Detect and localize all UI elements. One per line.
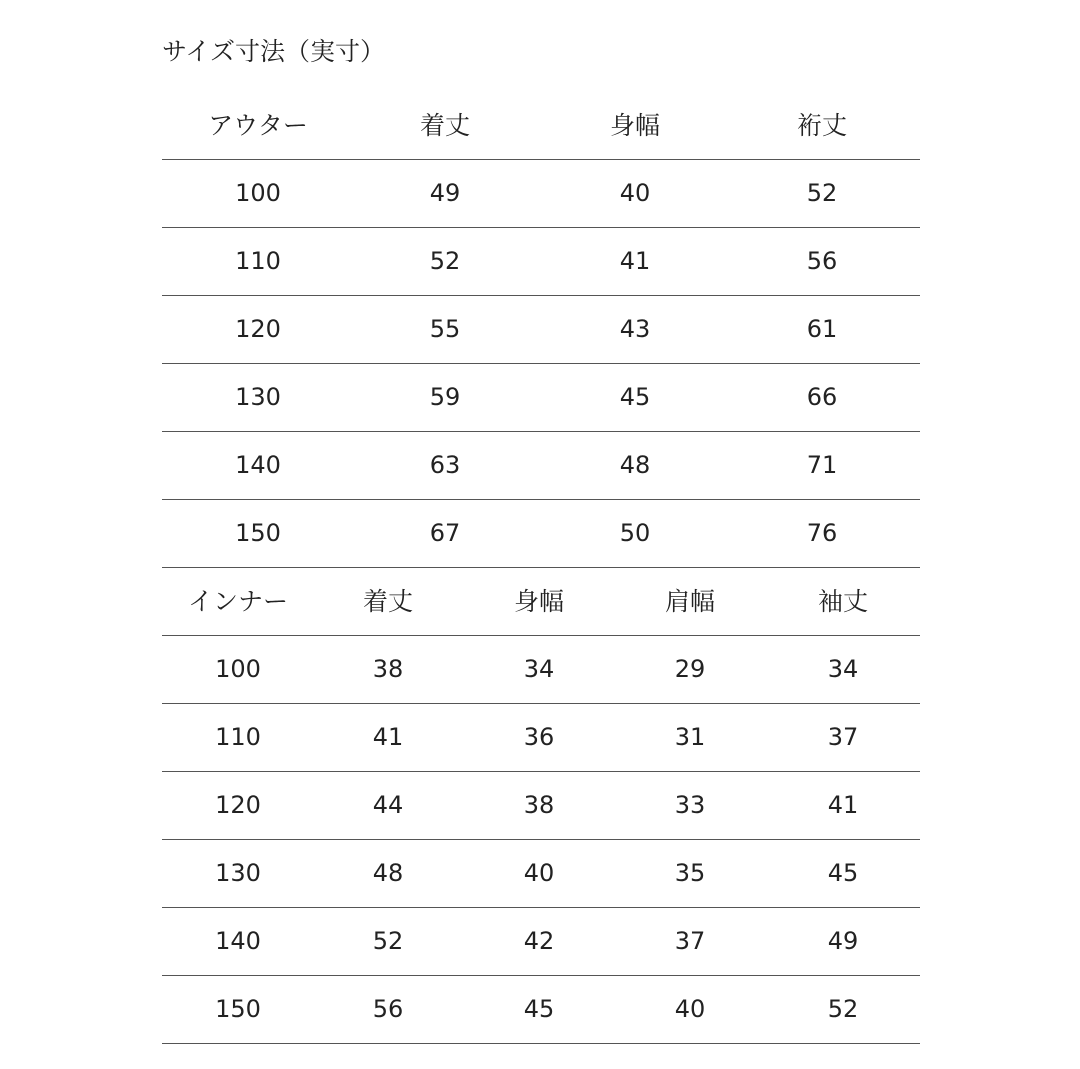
table-cell: 100 bbox=[215, 655, 261, 683]
table-cell: 40 bbox=[619, 179, 651, 207]
header-cell: 肩幅 bbox=[664, 587, 716, 616]
table-cell: 29 bbox=[674, 655, 706, 683]
table-cell: 41 bbox=[619, 247, 651, 275]
table-cell: 37 bbox=[827, 723, 859, 751]
table-row bbox=[162, 636, 920, 704]
table-cell: 150 bbox=[235, 519, 281, 547]
table-cell: 36 bbox=[523, 723, 555, 751]
table-cell: 31 bbox=[674, 723, 706, 751]
table-cell: 130 bbox=[235, 383, 281, 411]
table-cell: 52 bbox=[806, 179, 838, 207]
table-row bbox=[162, 704, 920, 772]
table-cell: 42 bbox=[523, 927, 555, 955]
header-cell: アウター bbox=[208, 111, 308, 140]
table-cell: 48 bbox=[619, 451, 651, 479]
table-cell: 34 bbox=[827, 655, 859, 683]
table-cell: 40 bbox=[523, 859, 555, 887]
table-cell: 45 bbox=[523, 995, 555, 1023]
table-row bbox=[162, 840, 920, 908]
table-cell: 38 bbox=[523, 791, 555, 819]
header-cell: 着丈 bbox=[419, 111, 471, 140]
table-row bbox=[162, 908, 920, 976]
table-cell: 110 bbox=[215, 723, 261, 751]
table-cell: 52 bbox=[429, 247, 461, 275]
table-header-row bbox=[162, 568, 920, 636]
table-row bbox=[162, 160, 920, 228]
header-cell: インナー bbox=[187, 587, 289, 616]
table-cell: 120 bbox=[235, 315, 281, 343]
inner-size-table bbox=[162, 568, 920, 1044]
table-cell: 40 bbox=[674, 995, 706, 1023]
table-cell: 37 bbox=[674, 927, 706, 955]
table-cell: 45 bbox=[827, 859, 859, 887]
table-row bbox=[162, 296, 920, 364]
table-cell: 52 bbox=[372, 927, 404, 955]
page-title: サイズ寸法（実寸） bbox=[162, 37, 386, 66]
table-cell: 59 bbox=[429, 383, 461, 411]
table-cell: 76 bbox=[806, 519, 838, 547]
table-cell: 140 bbox=[235, 451, 281, 479]
table-cell: 67 bbox=[429, 519, 461, 547]
table-cell: 150 bbox=[215, 995, 261, 1023]
table-row bbox=[162, 228, 920, 296]
table-cell: 61 bbox=[806, 315, 838, 343]
table-cell: 71 bbox=[806, 451, 838, 479]
table-row bbox=[162, 500, 920, 568]
table-header-row bbox=[162, 92, 920, 160]
table-cell: 120 bbox=[215, 791, 261, 819]
table-cell: 55 bbox=[429, 315, 461, 343]
header-cell: 袖丈 bbox=[817, 587, 869, 616]
header-cell: 身幅 bbox=[513, 587, 565, 616]
table-cell: 100 bbox=[235, 179, 281, 207]
table-cell: 130 bbox=[215, 859, 261, 887]
table-row bbox=[162, 772, 920, 840]
table-cell: 41 bbox=[827, 791, 859, 819]
table-row bbox=[162, 976, 920, 1044]
table-cell: 34 bbox=[523, 655, 555, 683]
table-cell: 56 bbox=[806, 247, 838, 275]
table-cell: 45 bbox=[619, 383, 651, 411]
header-cell: 着丈 bbox=[362, 587, 414, 616]
table-cell: 110 bbox=[235, 247, 281, 275]
table-cell: 140 bbox=[215, 927, 261, 955]
table-row bbox=[162, 432, 920, 500]
header-cell: 身幅 bbox=[609, 111, 661, 140]
table-cell: 44 bbox=[372, 791, 404, 819]
table-cell: 66 bbox=[806, 383, 838, 411]
header-cell: 裄丈 bbox=[796, 111, 848, 140]
table-cell: 49 bbox=[827, 927, 859, 955]
table-cell: 33 bbox=[674, 791, 706, 819]
table-cell: 56 bbox=[372, 995, 404, 1023]
table-cell: 52 bbox=[827, 995, 859, 1023]
table-cell: 63 bbox=[429, 451, 461, 479]
table-cell: 35 bbox=[674, 859, 706, 887]
table-cell: 50 bbox=[619, 519, 651, 547]
table-cell: 38 bbox=[372, 655, 404, 683]
table-row bbox=[162, 364, 920, 432]
table-cell: 41 bbox=[372, 723, 404, 751]
outer-size-table bbox=[162, 92, 920, 568]
table-cell: 49 bbox=[429, 179, 461, 207]
table-cell: 48 bbox=[372, 859, 404, 887]
table-cell: 43 bbox=[619, 315, 651, 343]
